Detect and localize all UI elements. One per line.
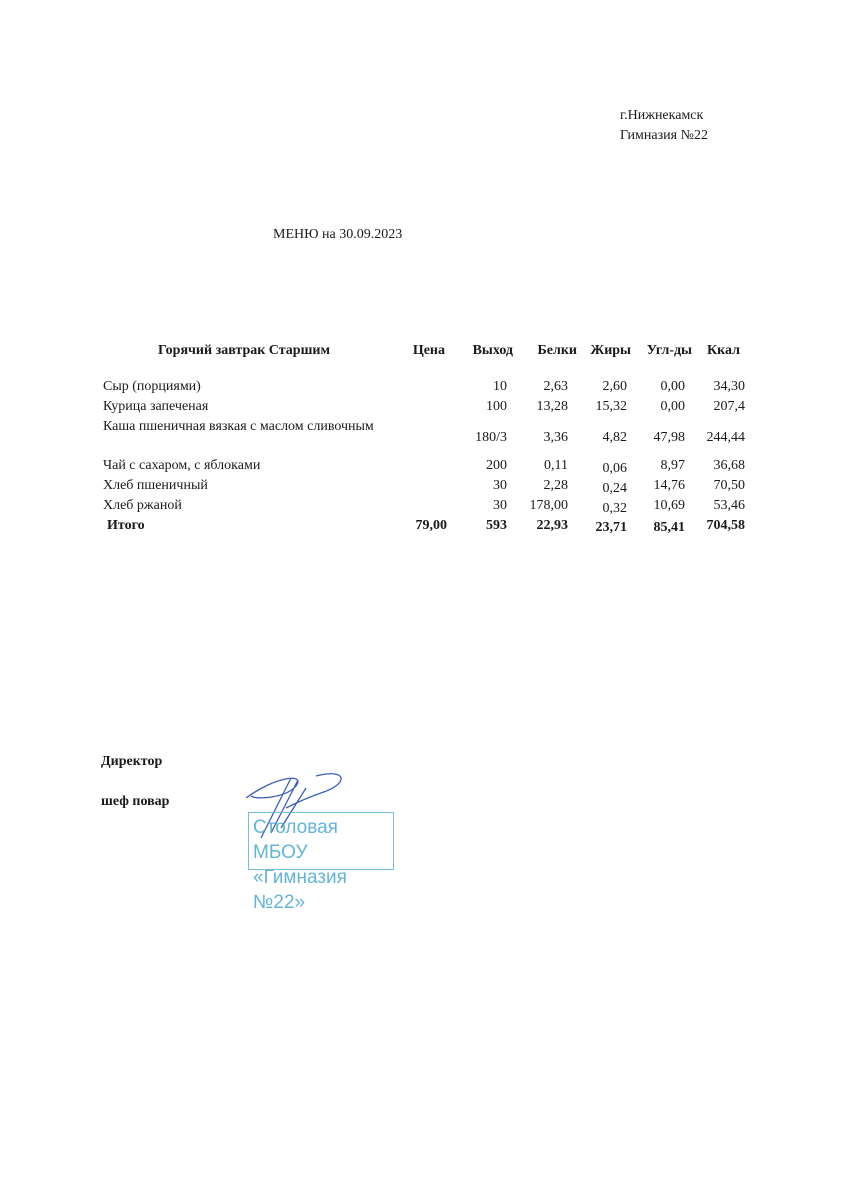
row-carbs: 8,97	[660, 458, 685, 473]
header-fat: Жиры	[590, 343, 631, 358]
row-carbs: 14,76	[653, 478, 685, 493]
row-yield: 200	[486, 458, 507, 473]
stamp	[248, 812, 394, 913]
header-protein: Белки	[537, 343, 577, 358]
row-kcal: 53,46	[713, 498, 745, 513]
row-kcal: 207,4	[713, 399, 745, 414]
row-fat: 0,32	[602, 501, 627, 516]
row-yield: 180/3	[475, 430, 507, 445]
row-protein: 13,28	[536, 399, 568, 414]
row-fat: 0,24	[602, 481, 627, 496]
stamp-line-2: «Гимназия №22»	[253, 867, 347, 913]
row-carbs: 47,98	[653, 430, 685, 445]
header-dish: Горячий завтрак Старшим	[158, 343, 330, 358]
row-fat: 0,06	[602, 461, 627, 476]
row-name: Сыр (порциями)	[103, 379, 201, 394]
total-price: 79,00	[415, 518, 447, 533]
city: г.Нижнекамск	[620, 108, 704, 123]
total-label: Итого	[107, 518, 145, 533]
row-kcal: 36,68	[713, 458, 745, 473]
total-yield: 593	[486, 518, 507, 533]
row-protein: 0,11	[544, 458, 568, 473]
row-kcal: 70,50	[713, 478, 745, 493]
row-carbs: 10,69	[653, 498, 685, 513]
document-title: МЕНЮ на 30.09.2023	[273, 227, 403, 242]
director-label: Директор	[101, 754, 163, 769]
chef-label: шеф повар	[101, 794, 170, 809]
total-protein: 22,93	[536, 518, 568, 533]
row-protein: 3,36	[543, 430, 568, 445]
row-yield: 100	[486, 399, 507, 414]
header-carbs: Угл-ды	[646, 343, 692, 358]
row-name: Хлеб пшеничный	[103, 478, 208, 493]
header-price: Цена	[412, 343, 445, 358]
row-kcal: 244,44	[706, 430, 745, 445]
row-fat: 4,82	[602, 430, 627, 445]
row-name: Чай с сахаром, с яблоками	[103, 458, 261, 473]
row-name: Курица запеченая	[103, 399, 209, 414]
total-kcal: 704,58	[706, 518, 745, 533]
row-carbs: 0,00	[660, 399, 685, 414]
total-fat: 23,71	[595, 520, 627, 535]
stamp-line-1: Столовая МБОУ	[253, 817, 338, 863]
row-name: Хлеб ржаной	[103, 498, 182, 513]
row-carbs: 0,00	[660, 379, 685, 394]
row-kcal: 34,30	[713, 379, 745, 394]
row-yield: 30	[493, 498, 507, 513]
row-fat: 2,60	[602, 379, 627, 394]
total-carbs: 85,41	[653, 520, 685, 535]
row-protein: 178,00	[529, 498, 568, 513]
header-yield: Выход	[472, 343, 513, 358]
row-protein: 2,28	[543, 478, 568, 493]
row-yield: 10	[493, 379, 507, 394]
row-yield: 30	[493, 478, 507, 493]
row-fat: 15,32	[595, 399, 627, 414]
school-name: Гимназия №22	[620, 128, 708, 143]
header-kcal: Ккал	[707, 343, 740, 358]
row-name: Каша пшеничная вязкая с маслом сливочным	[103, 419, 374, 434]
row-protein: 2,63	[543, 379, 568, 394]
